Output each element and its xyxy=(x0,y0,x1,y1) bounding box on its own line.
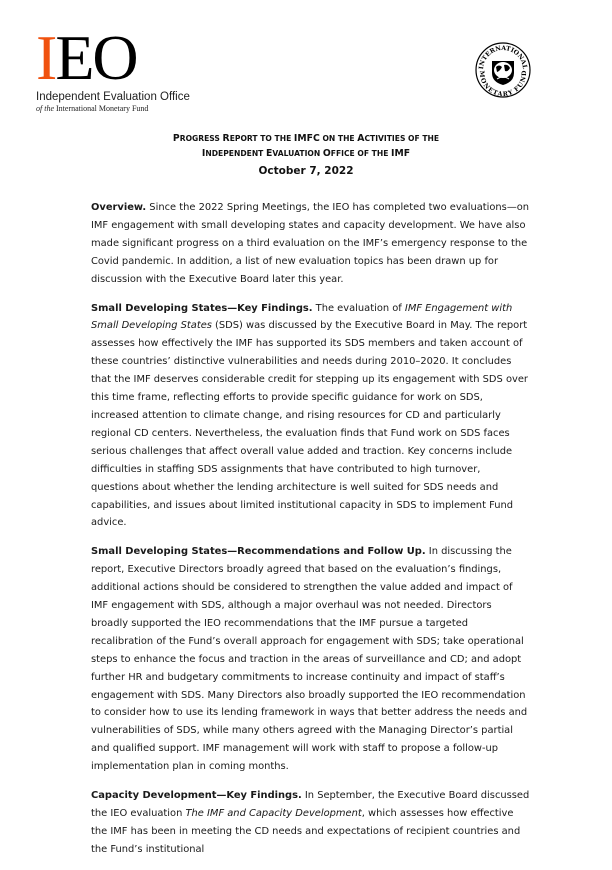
title-line-1 xyxy=(0,131,612,146)
logo-subtitle-rest: International Monetary Fund xyxy=(54,104,149,113)
ieo-logo-mark xyxy=(36,22,236,93)
paragraph-text: The evaluation of xyxy=(312,302,405,314)
paragraph-italic-title: The IMF and Capacity Development xyxy=(185,808,362,819)
paragraph-heading: Overview. xyxy=(91,202,147,213)
body-paragraph xyxy=(91,300,531,533)
document-title xyxy=(0,131,612,161)
paragraph-text: In discussing the report, Executive Directors broadly agreed that based on the evaluation’s findings, additional actions should be considered to strengthen the value added and impact of IMF engagement with SDS, although a major overhaul was not needed. Directors broadly supported the IEO recommendations that the IMF pursue a targeted recalibration of the Fund’s overall approach for engagement with SDS; take operational steps to enhance the focus and traction in the areas of surveillance and CD; and adopt further HR and budgetary commitments to increase continuity and impact of staff’s engagement with SDS. Many Directors also broadly supported the IEO recommendation to consider how to use its lending framework in ways that better address the needs and vulnerabilities of SDS, while many others agreed with the Managing Director’s partial and qualified support. IMF management will work with staff to propose a follow-up implementation plan in coming months. xyxy=(91,546,528,773)
body-paragraph xyxy=(91,543,531,776)
title-line-2 xyxy=(0,146,612,161)
title-run: R xyxy=(222,133,230,144)
body-paragraph xyxy=(91,199,531,289)
title-run: NDEPENDENT xyxy=(205,149,266,158)
imf-seal-icon xyxy=(475,42,531,98)
body-paragraph xyxy=(91,787,531,859)
seal-bottom-text: MONETARY FUND xyxy=(477,70,529,98)
title-run: EPORT TO THE xyxy=(229,134,294,143)
logo-letter-i: I xyxy=(36,22,56,93)
paragraph-heading: Small Developing States—Recommendations and Follow Up. xyxy=(91,546,426,558)
title-run: O xyxy=(322,148,331,159)
title-run: IMF xyxy=(391,148,411,159)
title-run: ON THE xyxy=(319,134,358,143)
ieo-logo xyxy=(36,22,236,114)
title-run: IMFC xyxy=(293,133,320,144)
title-run: P xyxy=(172,133,180,144)
title-run: FFICE OF THE xyxy=(330,149,392,158)
logo-org-name: Independent Evaluation Office xyxy=(36,91,190,103)
logo-letters-eo: EO xyxy=(55,22,137,93)
logo-subtitle-prefix: of the xyxy=(36,104,54,113)
document-body xyxy=(91,199,531,870)
paragraph-text: (SDS) was discussed by the Executive Board in May. The report assesses how effectively the IMF has supported its SDS members and taken account of these countries’ distinctive vulnerabilities and needs during 2010–2020. It concludes that the IMF deserves considerable credit for stepping up its engagement with SDS over this time frame, reflecting efforts to provide specific guidance for work on SDS, increased attention to climate change, and rising resources for CD and particularly regional CD centers. Nevertheless, the evaluation finds that Fund work on SDS faces serious challenges that affect overall value added and traction. Key concerns include difficulties in staffing SDS assignments that have contributed to high turnover, questions about whether the lending architecture is well suited for SDS needs and capabilities, and issues about limited institutional capacity in SDS to implement Fund advice. xyxy=(91,320,528,529)
title-run: VALUATION xyxy=(272,149,323,158)
title-run: E xyxy=(266,148,273,159)
title-run: I xyxy=(201,148,206,159)
paragraph-text: In September, the Executive Board discussed the IEO evaluation xyxy=(91,790,530,819)
logo-org-subtitle xyxy=(36,104,236,114)
title-run: ROGRESS xyxy=(179,134,223,143)
seal-top-text: INTERNATIONAL xyxy=(477,44,529,70)
paragraph-text: , which assesses how effective the IMF has been in meeting the CD needs and expectations of recipient countries and the Fund’s institutional xyxy=(91,808,521,855)
title-run: CTIVITIES OF THE xyxy=(364,134,440,143)
paragraph-text: Since the 2022 Spring Meetings, the IEO has completed two evaluations—on IMF engagement with small developing states and capacity development. We have also made significant progress on a third evaluation on the IMF’s emergency response to the Covid pandemic. In addition, a list of new evaluation topics has been drawn up for discussion with the Executive Board later this year. xyxy=(91,202,530,285)
paragraph-heading: Small Developing States—Key Findings. xyxy=(91,302,313,314)
title-run: A xyxy=(357,133,365,144)
document-date: October 7, 2022 xyxy=(258,165,354,177)
paragraph-heading: Capacity Development—Key Findings. xyxy=(91,790,302,802)
paragraph-italic-title: IMF Engagement with Small Developing States xyxy=(91,302,513,332)
